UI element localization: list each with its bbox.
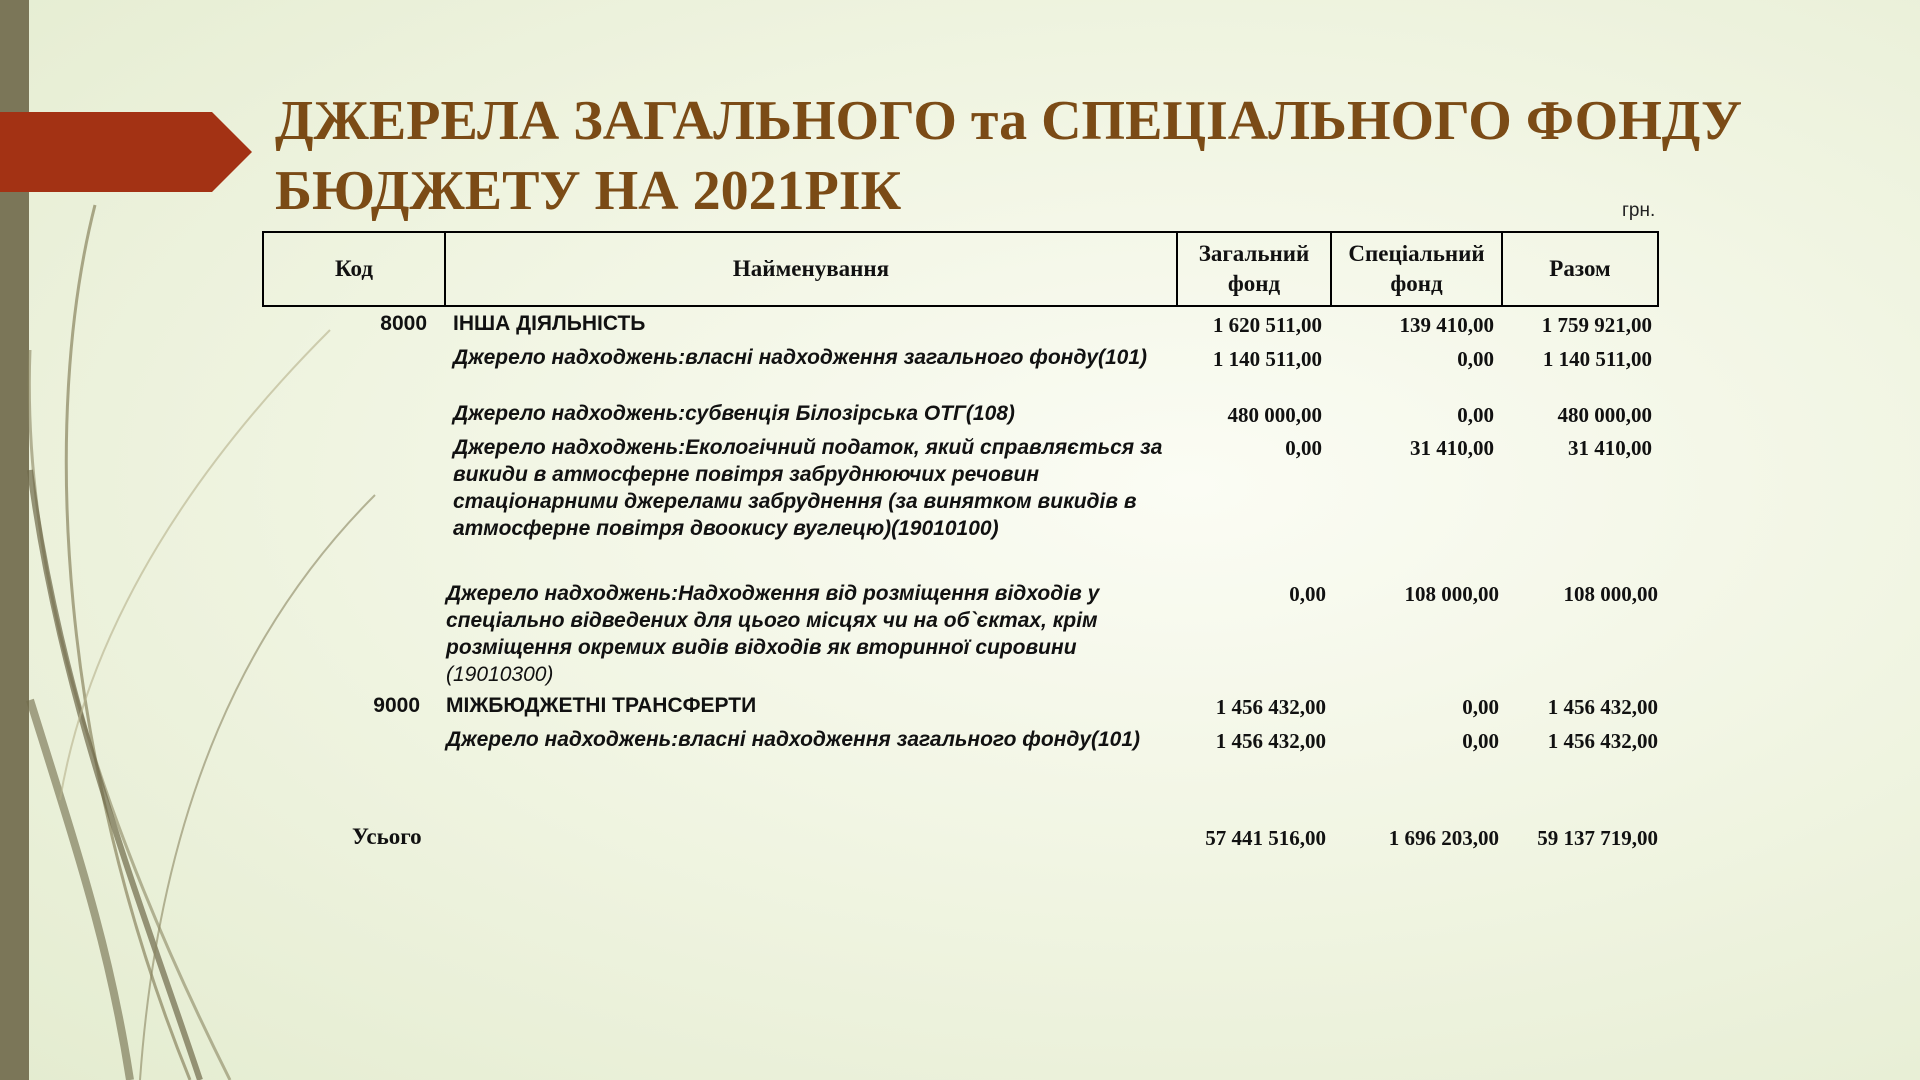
row-general-value: 480 000,00 — [1227, 403, 1322, 427]
total-label: Усього — [352, 824, 422, 849]
row-source-name: Джерело надходжень:власні надходження загального фонду(101) — [453, 346, 1148, 369]
row-special-value: 0,00 — [1462, 729, 1499, 753]
row-category-name: МІЖБЮДЖЕТНІ ТРАНСФЕРТИ — [446, 694, 757, 717]
header-special-fund: Спеціальний фонд — [1330, 231, 1503, 307]
row-category-name: ІНША ДІЯЛЬНІСТЬ — [453, 312, 646, 335]
row-source-name: Джерело надходжень:Екологічний податок, який справляється за викиди в атмосферне повітря забруднюючих речовин стаціонарними джерелами забруднення (за винятком викидів в атмосферне повітря двоокису вуглецю)(19010100) — [453, 436, 1163, 540]
row-special-value: 0,00 — [1457, 403, 1494, 427]
total-total-value: 59 137 719,00 — [1537, 826, 1658, 850]
currency-unit: грн. — [1622, 200, 1656, 221]
row-general-value: 1 456 432,00 — [1215, 729, 1326, 753]
row-total-value: 31 410,00 — [1568, 436, 1652, 460]
row-special-value: 139 410,00 — [1399, 313, 1494, 337]
row-source-name — [446, 580, 1176, 688]
header-name: Найменування — [444, 231, 1178, 307]
row-total-value: 1 140 511,00 — [1542, 347, 1652, 371]
row-source-name: Джерело надходжень:власні надходження загального фонду(101) — [446, 728, 1141, 751]
row-general-value: 0,00 — [1285, 436, 1322, 460]
row-special-value: 31 410,00 — [1410, 436, 1494, 460]
row-general-value: 1 620 511,00 — [1212, 313, 1322, 337]
row-special-value: 0,00 — [1462, 695, 1499, 719]
page-title: ДЖЕРЕЛА ЗАГАЛЬНОГО та СПЕЦІАЛЬНОГО ФОНДУ БЮДЖЕТУ НА 2021РІК — [275, 90, 1743, 222]
row-source-code: (19010300) — [446, 663, 554, 686]
row-total-value: 1 759 921,00 — [1541, 313, 1652, 337]
header-general-fund: Загальний фонд — [1176, 231, 1332, 307]
row-special-value: 0,00 — [1457, 347, 1494, 371]
row-general-value: 0,00 — [1289, 582, 1326, 606]
row-code: 8000 — [380, 312, 427, 335]
row-total-value: 1 456 432,00 — [1547, 729, 1658, 753]
total-special-value: 1 696 203,00 — [1388, 826, 1499, 850]
title-arrow-marker — [0, 112, 252, 192]
header-code: Код — [262, 231, 446, 307]
row-special-value: 108 000,00 — [1404, 582, 1499, 606]
row-total-value: 1 456 432,00 — [1547, 695, 1658, 719]
row-source-name: Джерело надходжень:субвенція Білозірська ОТГ(108) — [453, 402, 1015, 425]
row-source-text: Джерело надходжень:Надходження від розміщення відходів у спеціально відведених для цього місцях чи на об`єктах, крім розміщення окремих видів відходів як вторинної сировини — [446, 582, 1100, 659]
row-total-value: 480 000,00 — [1557, 403, 1652, 427]
row-general-value: 1 140 511,00 — [1212, 347, 1322, 371]
row-total-value: 108 000,00 — [1563, 582, 1658, 606]
row-general-value: 1 456 432,00 — [1215, 695, 1326, 719]
total-general-value: 57 441 516,00 — [1205, 826, 1326, 850]
header-total: Разом — [1501, 231, 1659, 307]
row-code: 9000 — [373, 694, 420, 717]
